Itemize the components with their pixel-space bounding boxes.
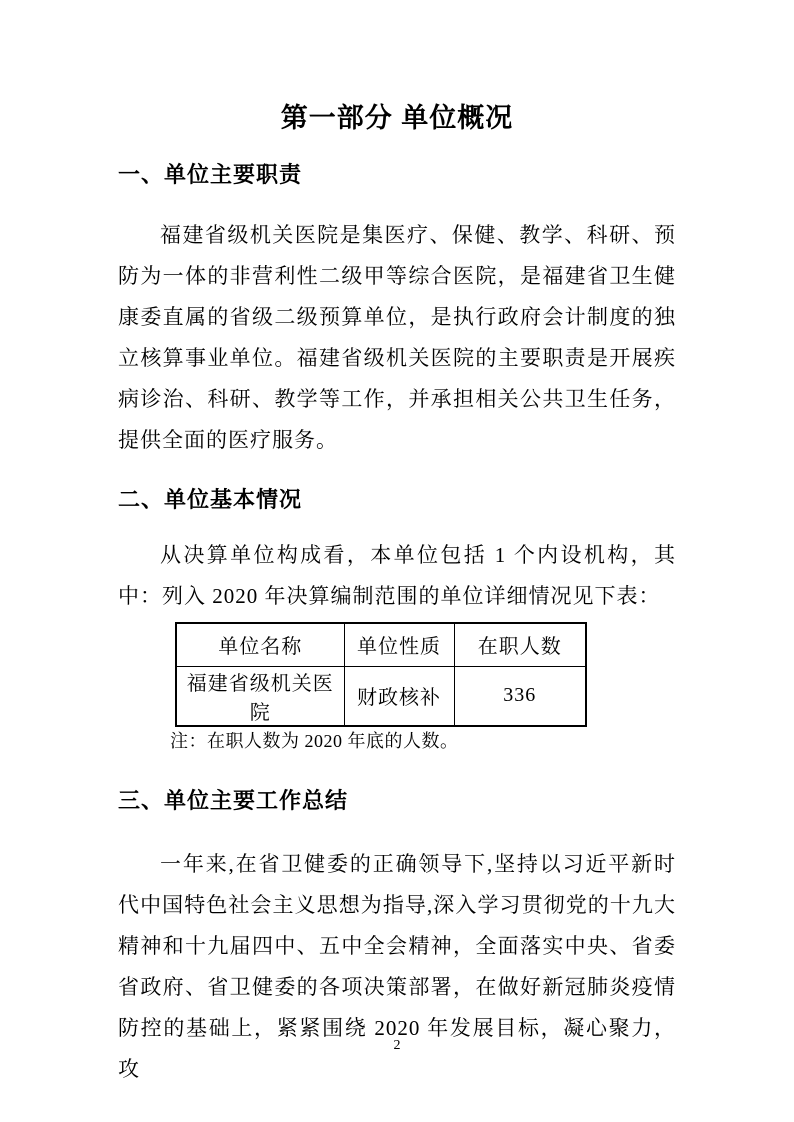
section-duties-heading: 一、单位主要职责 bbox=[118, 162, 303, 187]
table-cell-unit-type: 财政核补 bbox=[344, 666, 454, 726]
table-cell-staff-count: 336 bbox=[454, 666, 586, 726]
table-header-staff-count: 在职人数 bbox=[454, 623, 586, 666]
table-header-unit-name: 单位名称 bbox=[176, 623, 344, 666]
section-basic-info-heading: 二、单位基本情况 bbox=[118, 487, 303, 512]
section-summary-heading: 三、单位主要工作总结 bbox=[118, 787, 349, 813]
section-basic-info-paragraph: 从决算单位构成看，本单位包括 1 个内设机构，其中：列入 2020 年决算编制范围的单位详细情况见下表： bbox=[118, 543, 676, 608]
units-table bbox=[175, 622, 587, 727]
table-note: 注：在职人数为 2020 年底的人数。 bbox=[170, 730, 459, 751]
page-number: 2 bbox=[393, 1038, 401, 1053]
units-table-header-row bbox=[176, 623, 586, 666]
section-summary-paragraph: 一年来,在省卫健委的正确领导下,坚持以习近平新时代中国特色社会主义思想为指导,深入学习贯彻党的十九大精神和十九届四中、五中全会精神，全面落实中央、省委省政府、省卫健委的各项决策部署，在做好新冠肺炎疫情防控的基础上，紧紧围绕 2020 年发展目标，凝心聚力，攻 bbox=[118, 851, 676, 1081]
table-row bbox=[176, 666, 586, 726]
table-header-unit-type: 单位性质 bbox=[344, 623, 454, 666]
section-duties-paragraph: 福建省级机关医院是集医疗、保健、教学、科研、预防为一体的非营利性二级甲等综合医院，是福建省卫生健康委直属的省级二级预算单位，是执行政府会计制度的独立核算事业单位。福建省级机关医院的主要职责是开展疾病诊治、科研、教学等工作，并承担相关公共卫生任务，提供全面的医疗服务。 bbox=[118, 223, 676, 452]
table-cell-unit-name: 福建省级机关医院 bbox=[176, 666, 344, 726]
document-title: 第一部分 单位概况 bbox=[280, 103, 514, 133]
